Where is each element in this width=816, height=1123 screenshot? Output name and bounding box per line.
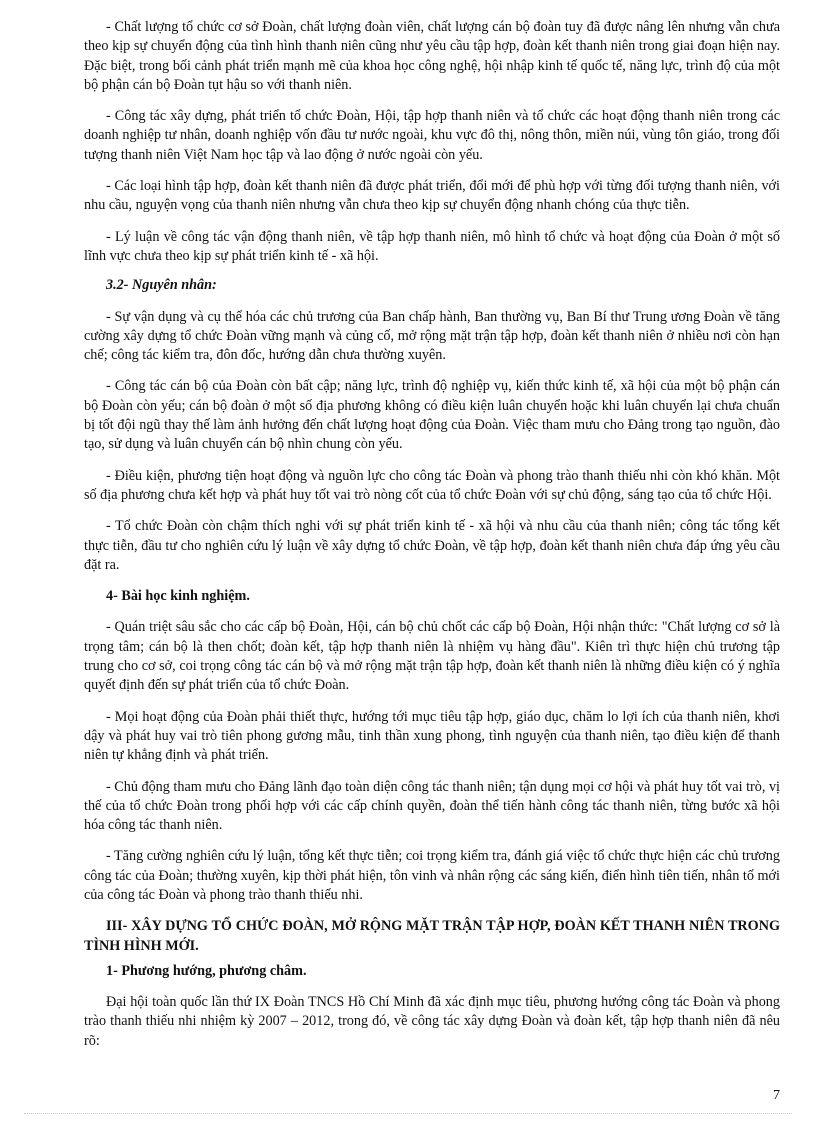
paragraph: - Lý luận về công tác vận động thanh niên, về tập hợp thanh niên, mô hình tổ chức và hoạt động của Đoàn ở một số lĩnh vực chưa theo kịp sự phát triển kinh tế - xã hội.: [84, 228, 780, 264]
paragraph: - Công tác cán bộ của Đoàn còn bất cập; năng lực, trình độ nghiệp vụ, kiến thức kinh tế, xã hội của một bộ phận cán bộ Đoàn còn yếu; cán bộ đoàn ở một số địa phương không có điều kiện luân chuyển hoặc khi luân chuyển lại chưa chuẩn bị tốt đội ngũ thay thế làm ảnh hưởng đến chất lượng hoạt động của Đoàn. Việc tham mưu cho Đảng trong tạo nguồn, đào tạo, sử dụng và luân chuyển cán bộ nhìn chung còn yếu.: [84, 378, 780, 453]
paragraph: - Tăng cường nghiên cứu lý luận, tổng kết thực tiễn; coi trọng kiểm tra, đánh giá việc tổ chức thực hiện các chủ trương công tác của Đoàn; thường xuyên, kịp thời phát hiện, tôn vinh và nhân rộng các sáng kiến, điển hình tiên tiến, nhân tố mới của công tác Đoàn và phong trào thanh thiếu nhi.: [84, 848, 780, 903]
paragraph: - Mọi hoạt động của Đoàn phải thiết thực, hướng tới mục tiêu tập hợp, giáo dục, chăm lo lợi ích của thanh niên, khơi dậy và phát huy vai trò tiên phong gương mẫu, tinh thần xung phong, tình nguyện của thanh niên, tạo điều kiện để thanh niên tự khẳng định và phát triển.: [84, 708, 780, 764]
paragraph: - Quán triệt sâu sắc cho các cấp bộ Đoàn, Hội, cán bộ chủ chốt các cấp bộ Đoàn, Hội nhận thức: "Chất lượng cơ sở là trọng tâm; cán bộ là then chốt; đoàn kết, tập hợp thanh niên là nhiệm vụ hàng đầu". Kiên trì thực hiện chủ trương tập trung cho cơ sở, coi trọng công tác cán bộ và mở rộng mặt trận tập hợp, đoàn kết thanh niên là những điều kiện có ý nghĩa quyết định đến sự phát triển của tổ chức Đoàn.: [84, 619, 780, 694]
heading-bai-hoc: 4- Bài học kinh nghiệm.: [106, 588, 250, 605]
paragraph: - Tổ chức Đoàn còn chậm thích nghi với sự phát triển kinh tế - xã hội và nhu cầu của thanh niên; công tác tổng kết thực tiễn, đầu tư cho nghiên cứu lý luận về xây dựng tổ chức Đoàn, về tập hợp, đoàn kết thanh niên chưa đáp ứng yêu cầu đặt ra.: [84, 518, 780, 573]
heading-phuong-huong: 1- Phương hướng, phương châm.: [106, 962, 307, 979]
paragraph: - Sự vận dụng và cụ thể hóa các chủ trương của Ban chấp hành, Ban thường vụ, Ban Bí thư Trung ương Đoàn về tăng cường xây dựng tổ chức Đoàn vững mạnh và củng cố, mở rộng mặt trận tập hợp, đoàn kết thanh niên ở nhiều nơi còn hạn chế; công tác kiểm tra, đôn đốc, hướng dẫn chưa thường xuyên.: [84, 308, 780, 364]
section-heading: III- XÂY DỰNG TỔ CHỨC ĐOÀN, MỞ RỘNG MẶT TRẬN TẬP HỢP, ĐOÀN KẾT THANH NIÊN TRONG TÌNH HÌNH MỚI.: [84, 918, 780, 954]
paragraph: - Chất lượng tổ chức cơ sở Đoàn, chất lượng đoàn viên, chất lượng cán bộ đoàn tuy đã được nâng lên nhưng vẫn chưa theo kịp sự chuyển động của tình hình thanh niên cũng như yêu cầu tập hợp, đoàn kết thanh niên trong giai đoạn hiện nay. Đặc biệt, trong bối cảnh phát triển mạnh mẽ của khoa học công nghệ, hội nhập kinh tế quốc tế, năng lực, trình độ của một bộ phận cán bộ Đoàn tụt hậu so với thanh niên.: [84, 19, 780, 93]
paragraph: - Chủ động tham mưu cho Đảng lãnh đạo toàn diện công tác thanh niên; tận dụng mọi cơ hội và phát huy tốt vai trò, vị thế của tổ chức Đoàn trong phối hợp với các cấp chính quyền, đoàn thể tiến hành công tác thanh niên, từng bước xã hội hóa công tác thanh niên.: [84, 778, 780, 834]
page-number: 7: [773, 1088, 780, 1103]
paragraph: - Công tác xây dựng, phát triển tổ chức Đoàn, Hội, tập hợp thanh niên và tổ chức các hoạt động thanh niên trong các doanh nghiệp tư nhân, doanh nghiệp vốn đầu tư nước ngoài, khu vực đô thị, nông thôn, miền núi, vùng tôn giáo, trong đối tượng thanh niên Việt Nam học tập và lao động ở nước ngoài còn yếu.: [84, 108, 780, 163]
paragraph: Đại hội toàn quốc lần thứ IX Đoàn TNCS Hồ Chí Minh đã xác định mục tiêu, phương hướng công tác Đoàn và phong trào thanh thiếu nhi nhiệm kỳ 2007 – 2012, trong đó, về công tác xây dựng Đoàn và đoàn kết, tập hợp thanh niên đã nêu rõ:: [84, 994, 780, 1049]
paragraph: - Các loại hình tập hợp, đoàn kết thanh niên đã được phát triển, đổi mới để phù hợp với từng đối tượng thanh niên, với nhu cầu, nguyện vọng của thanh niên nhưng vẫn chưa theo kịp sự chuyển động nhanh chóng của thực tiễn.: [84, 178, 780, 214]
paragraph: - Điều kiện, phương tiện hoạt động và nguồn lực cho công tác Đoàn và phong trào thanh thiếu nhi còn khó khăn. Một số địa phương chưa kết hợp và phát huy tốt vai trò nòng cốt của tổ chức Đoàn với sự chủ động, sáng tạo của tổ chức Hội.: [84, 467, 780, 503]
heading-nguyen-nhan: 3.2- Nguyên nhân:: [106, 277, 217, 294]
footer-divider: [24, 1113, 792, 1114]
